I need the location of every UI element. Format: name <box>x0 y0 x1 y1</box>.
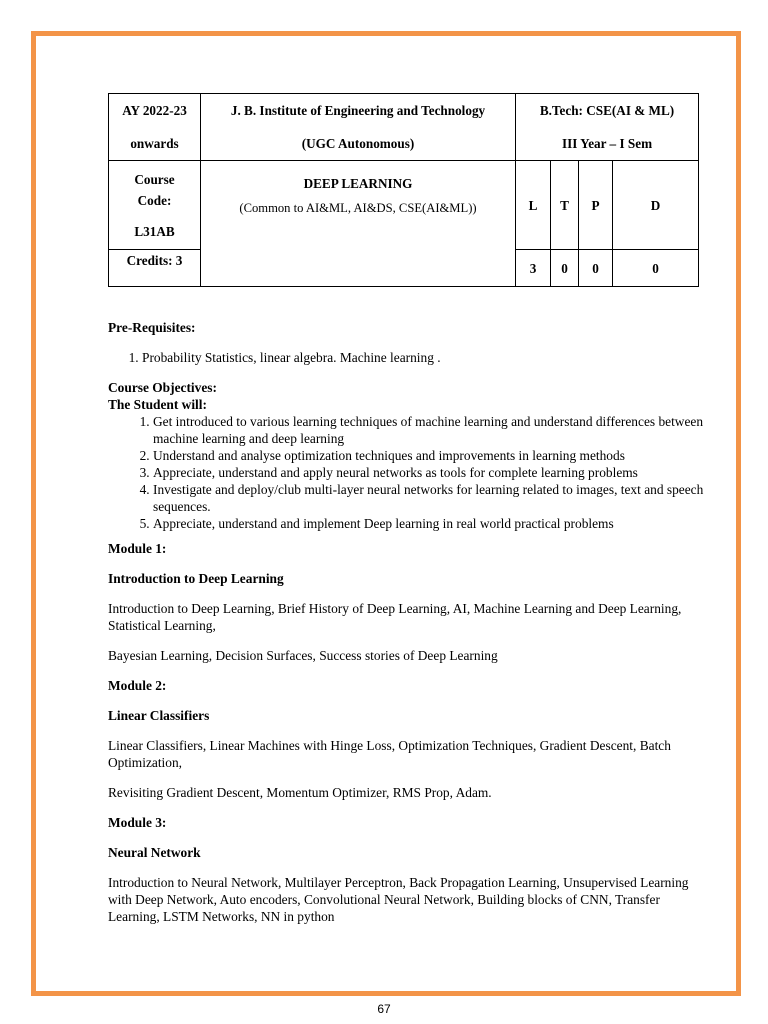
ltpd-header-l: L <box>516 161 551 250</box>
objectives-heading: Course Objectives: <box>108 380 217 395</box>
program-year-sem: III Year – I Sem <box>561 136 653 151</box>
module-1-title: Introduction to Deep Learning <box>108 571 284 586</box>
module-3-content: Introduction to Neural Network, Multilayer Perceptron, Back Propagation Learning, Unsupervised Learning with Deep Network, Auto encoders, Convolutional Neural Network, Building blocks of CNN, Transfer Learning, LSTM Networks, NN in python <box>108 875 689 924</box>
objective-item: 2. Understand and analyse optimization techniques and improvements in learning methods <box>153 447 705 464</box>
course-code-label-1: Course <box>134 171 175 187</box>
course-header-table <box>108 93 699 287</box>
objective-item: 4. Investigate and deploy/club multi-layer neural networks for learning related to images, text and speech sequences. <box>153 481 705 515</box>
prerequisites-list <box>108 349 705 366</box>
ltpd-value-t: 0 <box>551 250 579 287</box>
academic-year-cell <box>109 94 201 161</box>
program-name: B.Tech: CSE(AI & ML) <box>539 103 675 118</box>
ltpd-header-d: D <box>613 161 699 250</box>
prerequisite-item: 1. Probability Statistics, linear algebra. Machine learning . <box>142 349 705 366</box>
module-2-label: Module 2: <box>108 678 167 693</box>
program-cell <box>516 94 699 161</box>
ltpd-header-p: P <box>579 161 613 250</box>
ltpd-header-t: T <box>551 161 579 250</box>
module-2-content: Linear Classifiers, Linear Machines with Hinge Loss, Optimization Techniques, Gradient Descent, Batch Optimization, <box>108 738 671 770</box>
academic-year-onwards: onwards <box>130 136 179 151</box>
institute-name: J. B. Institute of Engineering and Technology <box>230 103 486 118</box>
credits-cell: Credits: 3 <box>109 250 201 287</box>
course-title-cell <box>201 161 516 287</box>
institute-status: (UGC Autonomous) <box>301 136 415 151</box>
course-subtitle: (Common to AI&ML, AI&DS, CSE(AI&ML)) <box>239 201 477 215</box>
module-1-label: Module 1: <box>108 541 167 556</box>
ltpd-value-l: 3 <box>516 250 551 287</box>
course-code: L31AB <box>134 223 175 239</box>
module-2-title: Linear Classifiers <box>108 708 210 723</box>
objective-item: 5. Appreciate, understand and implement Deep learning in real world practical problems <box>153 515 705 532</box>
objectives-list <box>108 413 705 532</box>
syllabus-content <box>108 93 705 925</box>
module-3-label: Module 3: <box>108 815 167 830</box>
module-3-title: Neural Network <box>108 845 201 860</box>
objectives-subheading: The Student will: <box>108 397 207 412</box>
course-code-cell <box>109 161 201 250</box>
objective-item: 1. Get introduced to various learning techniques of machine learning and understand differences between machine learning and deep learning <box>153 413 705 447</box>
objective-item: 3. Appreciate, understand and apply neural networks as tools for complete learning problems <box>153 464 705 481</box>
course-code-label-2: Code: <box>137 192 172 208</box>
ltpd-value-p: 0 <box>579 250 613 287</box>
prerequisites-heading: Pre-Requisites: <box>108 320 196 335</box>
institute-cell <box>201 94 516 161</box>
academic-year: AY 2022-23 <box>122 103 187 118</box>
course-title: DEEP LEARNING <box>303 176 413 191</box>
ltpd-value-d: 0 <box>613 250 699 287</box>
module-1-content: Introduction to Deep Learning, Brief History of Deep Learning, AI, Machine Learning and Deep Learning, Statistical Learning, <box>108 601 682 633</box>
module-1-content-2: Bayesian Learning, Decision Surfaces, Success stories of Deep Learning <box>108 648 498 663</box>
page-number: 67 <box>377 1002 391 1016</box>
module-2-content-2: Revisiting Gradient Descent, Momentum Optimizer, RMS Prop, Adam. <box>108 785 492 800</box>
